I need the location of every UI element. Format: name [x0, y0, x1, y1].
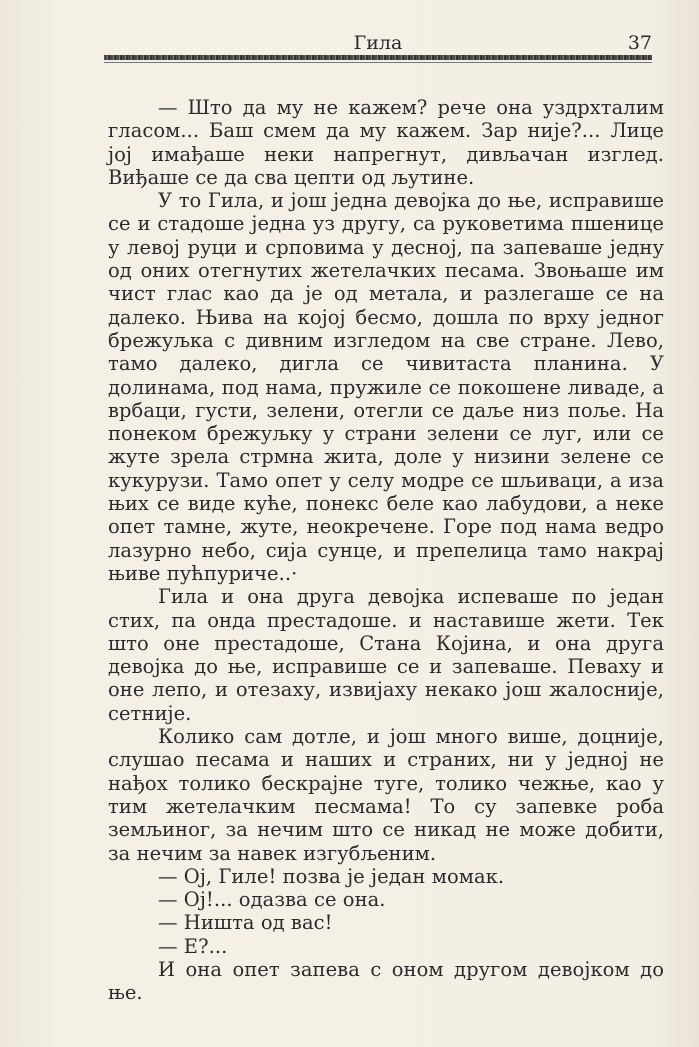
dialogue-line: — Ништа од вас!: [158, 911, 333, 935]
running-title: Гила: [353, 32, 403, 54]
paragraph: У то Гила, и још једна девојка до ње, исправише се и стадоше једна уз другу, са руковетима пшенице у левој руци и срповима у десној, па запеваше једну од оних отегнутих жетелачких песама. Звоњаше им чист глас као да је од метала, и разлегаше се на далеко. Њива на којој бесмо, дошла по врху једног брежуљка с дивним изгледом на све стране. Лево, тамо далеко, дигла се чивитаста планина. У долинама, под нама, пружиле се покошене ливаде, а врбаци, густи, зелени, отегли се даље низ поље. На понеком брежуљку у страни зелени се луг, или се жуте зрела стрмна жита, доле у низини зелене се кукурузи. Тамо опет у селу модре се шљиваци, а иза њих се виде куће, понекс беле као лабудови, а неке опет тамне, жуте, неокречене. Горе под нама ведро лазурно небо, сија сунце, и препелица тамо накрај њиве пућпуриче..·: [108, 189, 664, 585]
body-text: [108, 96, 664, 1005]
paragraph: Гила и она друга девојка испеваше по један стих, па онда престадоше. и наставише жети. Тек што оне престадоше, Стана Којина, и она друга девојка до ње, исправише се и запеваше. Певаху и оне лепо, и отезаху, извијаху некако још жалосније, сетније.: [108, 585, 664, 725]
page-number: 37: [627, 32, 652, 54]
header-rule-thin: [104, 62, 652, 63]
page-header: [104, 30, 652, 58]
paragraph: Колико сам дотле, и још много више, доцније, слушао песама и наших и страних, ни у једној не нађох толико бескрајне туге, толико чежње, као у тим жетелачким песмама! То су запевке роба земљиног, за нечим што се никад не може добити, за нечим за навек изгубљеним.: [108, 725, 664, 865]
paragraph: — Што да му не кажем? рече она уздрхталим гласом... Баш смем да му кажем. Зар није?... Лице јој имађаше неки напрегнут, дивљачан изглед. Виђаше се да сва цепти од љутине.: [108, 96, 664, 189]
header-rule: [104, 55, 652, 60]
paragraph: И она опет запева с оном другом девојком до ње.: [108, 957, 664, 1005]
dialogue-line: — Ој!... одазва се она.: [158, 888, 386, 912]
dialogue-line: — Ој, Гиле! позва је један момак.: [158, 864, 505, 888]
dialogue-line: — Е?...: [158, 934, 228, 958]
